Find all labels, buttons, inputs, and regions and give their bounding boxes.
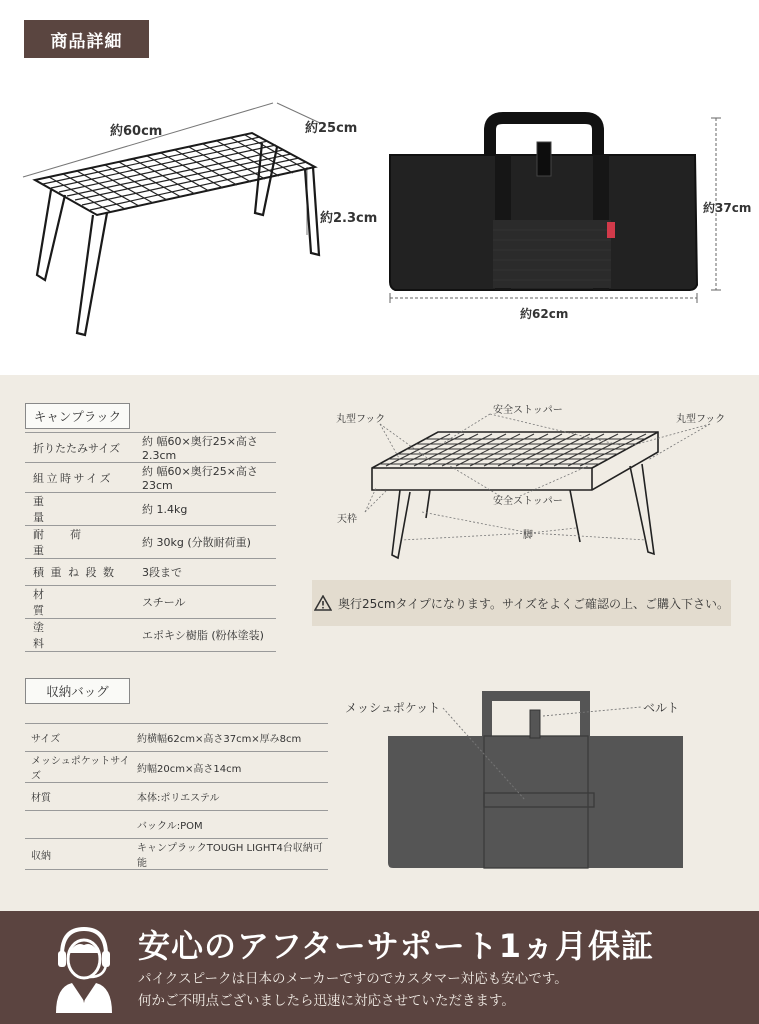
spec-value: 約横幅62cm×高さ37cm×厚み8cm bbox=[137, 724, 328, 752]
spec-key: 重量 bbox=[25, 493, 138, 526]
spec-value: スチール bbox=[138, 586, 276, 619]
rack-height-label: 約2.3cm bbox=[320, 211, 378, 226]
footer-line-1: パイクスピークは日本のメーカーですのでカスタマー対応も安心です。 bbox=[138, 971, 568, 987]
label-hook-left: 丸型フック bbox=[336, 414, 386, 425]
spec-key: メッシュポケットサイズ bbox=[25, 752, 137, 783]
storage-bag-title: 収納バッグ bbox=[25, 678, 130, 704]
spec-key: 材質 bbox=[25, 586, 138, 619]
storage-bag-spec-table bbox=[25, 723, 328, 870]
section-badge: 商品詳細 bbox=[24, 20, 149, 58]
spec-value: キャンプラックTOUGH LIGHT4台収納可能 bbox=[137, 839, 328, 870]
spec-key: サイズ bbox=[25, 724, 137, 752]
table-row bbox=[25, 619, 276, 652]
footer-line-2: 何かご不明点ございましたら迅速に対応させていただきます。 bbox=[138, 993, 515, 1009]
label-stopper-top: 安全ストッパー bbox=[493, 405, 563, 416]
rack-depth-label: 約25cm bbox=[305, 121, 358, 136]
label-stopper-mid: 安全ストッパー bbox=[493, 496, 563, 507]
label-belt: ベルト bbox=[643, 701, 680, 715]
spec-value: 約 1.4kg bbox=[138, 493, 276, 526]
spec-key: 塗料 bbox=[25, 619, 138, 652]
table-row bbox=[25, 811, 328, 839]
spec-key: 折りたたみサイズ bbox=[25, 433, 138, 463]
label-frame: 天枠 bbox=[337, 514, 357, 525]
spec-value: 約 30kg (分散耐荷重) bbox=[138, 526, 276, 559]
table-row bbox=[25, 559, 276, 586]
camp-rack-spec-table bbox=[25, 432, 276, 652]
spec-key: 耐荷重 bbox=[25, 526, 138, 559]
spec-value: 3段まで bbox=[138, 559, 276, 586]
spec-value: エポキシ樹脂 (粉体塗装) bbox=[138, 619, 276, 652]
spec-key: 積重ね段数 bbox=[25, 559, 138, 586]
spec-key: 収納 bbox=[25, 839, 137, 870]
size-note-text: 奥行25cmタイプになります。サイズをよくご確認の上、ご購入下さい。 bbox=[337, 596, 730, 611]
table-row bbox=[25, 463, 276, 493]
warning-icon bbox=[314, 595, 332, 611]
camp-rack-title: キャンプラック bbox=[25, 403, 130, 429]
spec-key: 組立時サイズ bbox=[25, 463, 138, 493]
spec-value: 本体:ポリエステル bbox=[137, 783, 328, 811]
spec-key: 材質 bbox=[25, 783, 137, 811]
spec-value: 約 幅60×奥行25×高さ23cm bbox=[138, 463, 276, 493]
spec-value: バックル:POM bbox=[137, 811, 328, 839]
size-note bbox=[312, 580, 731, 626]
label-legs: 脚 bbox=[523, 530, 533, 541]
bag-height-label: 約37cm bbox=[703, 201, 752, 215]
table-row bbox=[25, 783, 328, 811]
table-row bbox=[25, 433, 276, 463]
bag-photo bbox=[385, 110, 725, 320]
table-row bbox=[25, 724, 328, 752]
support-person-icon bbox=[52, 921, 116, 1013]
table-row bbox=[25, 839, 328, 870]
rack-diagram bbox=[330, 400, 750, 575]
footer-title: 安心のアフターサポート1ヵ月保証 bbox=[138, 927, 655, 965]
label-mesh-pocket: メッシュポケット bbox=[345, 701, 441, 715]
spec-value: 約幅20cm×高さ14cm bbox=[137, 752, 328, 783]
table-row bbox=[25, 526, 276, 559]
rack-width-label: 約60cm bbox=[110, 124, 163, 139]
bag-width-label: 約62cm bbox=[520, 307, 569, 321]
table-row bbox=[25, 493, 276, 526]
label-hook-right: 丸型フック bbox=[676, 414, 726, 425]
spec-key bbox=[25, 811, 137, 839]
table-row bbox=[25, 586, 276, 619]
table-row bbox=[25, 752, 328, 783]
spec-value: 約 幅60×奥行25×高さ2.3cm bbox=[138, 433, 276, 463]
